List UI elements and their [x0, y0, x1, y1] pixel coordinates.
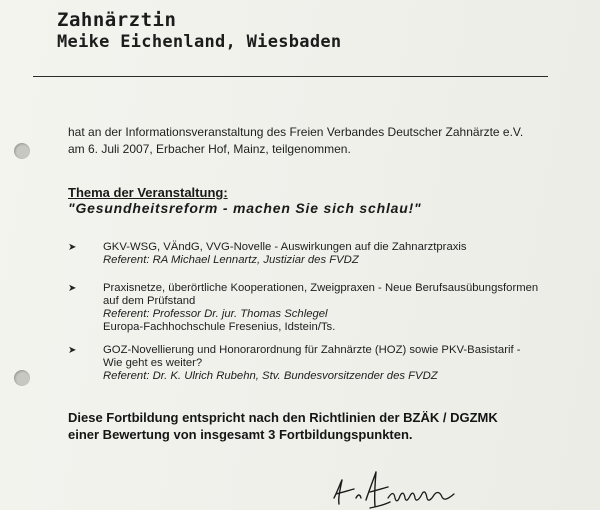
- credit-line-1: Diese Fortbildung entspricht nach den Richtlinien der BZÄK / DGZMK: [68, 410, 498, 425]
- punch-hole-bottom: [14, 370, 30, 386]
- theme-label: Thema der Veranstaltung:: [68, 185, 228, 200]
- agenda-item-topic: GOZ-Novellierung und Honorarordnung für Zahnärzte (HOZ) sowie PKV-Basistarif -: [103, 344, 521, 356]
- agenda-item-topic-cont: auf dem Prüfstand: [103, 295, 196, 307]
- agenda-item-referent: Referent: Professor Dr. jur. Thomas Schlegel: [103, 308, 328, 320]
- agenda-item-referent: Referent: Dr. K. Ulrich Rubehn, Stv. Bundesvorsitzender des FVDZ: [103, 370, 438, 382]
- header-divider: [33, 76, 548, 77]
- punch-hole-top: [14, 143, 30, 159]
- arrowhead-bullet-icon: ➤: [68, 345, 77, 356]
- participation-line-2: am 6. Juli 2007, Erbacher Hof, Mainz, teilgenommen.: [68, 142, 351, 156]
- arrowhead-bullet-icon: ➤: [68, 283, 77, 294]
- arrowhead-bullet-icon: ➤: [68, 242, 77, 253]
- credit-line-2: einer Bewertung von insgesamt 3 Fortbildungspunkten.: [68, 427, 413, 442]
- agenda-item-topic-cont: Wie geht es weiter?: [103, 357, 203, 369]
- participation-line-1: hat an der Informationsveranstaltung des Freien Verbandes Deutscher Zahnärzte e.V.: [68, 125, 524, 139]
- credit-points-statement: [68, 409, 588, 443]
- agenda-item-affiliation: Europa-Fachhochschule Fresenius, Idstein/Ts.: [103, 321, 336, 333]
- recipient-name: Meike Eichenland, Wiesbaden: [57, 32, 342, 52]
- agenda-item-topic: Praxisnetze, überörtliche Kooperationen, Zweigpraxen - Neue Berufsausübungsformen: [103, 282, 539, 294]
- theme-title: "Gesundheitsreform - machen Sie sich schlau!": [68, 200, 422, 216]
- agenda-item-topic: GKV-WSG, VÄndG, VVG-Novelle - Auswirkungen auf die Zahnarztpraxis: [103, 241, 467, 253]
- handwritten-signature: [330, 468, 470, 510]
- participation-statement: [68, 124, 588, 158]
- recipient-title: Zahnärztin: [57, 9, 177, 31]
- agenda-item-referent: Referent: RA Michael Lennartz, Justiziar des FVDZ: [103, 254, 359, 266]
